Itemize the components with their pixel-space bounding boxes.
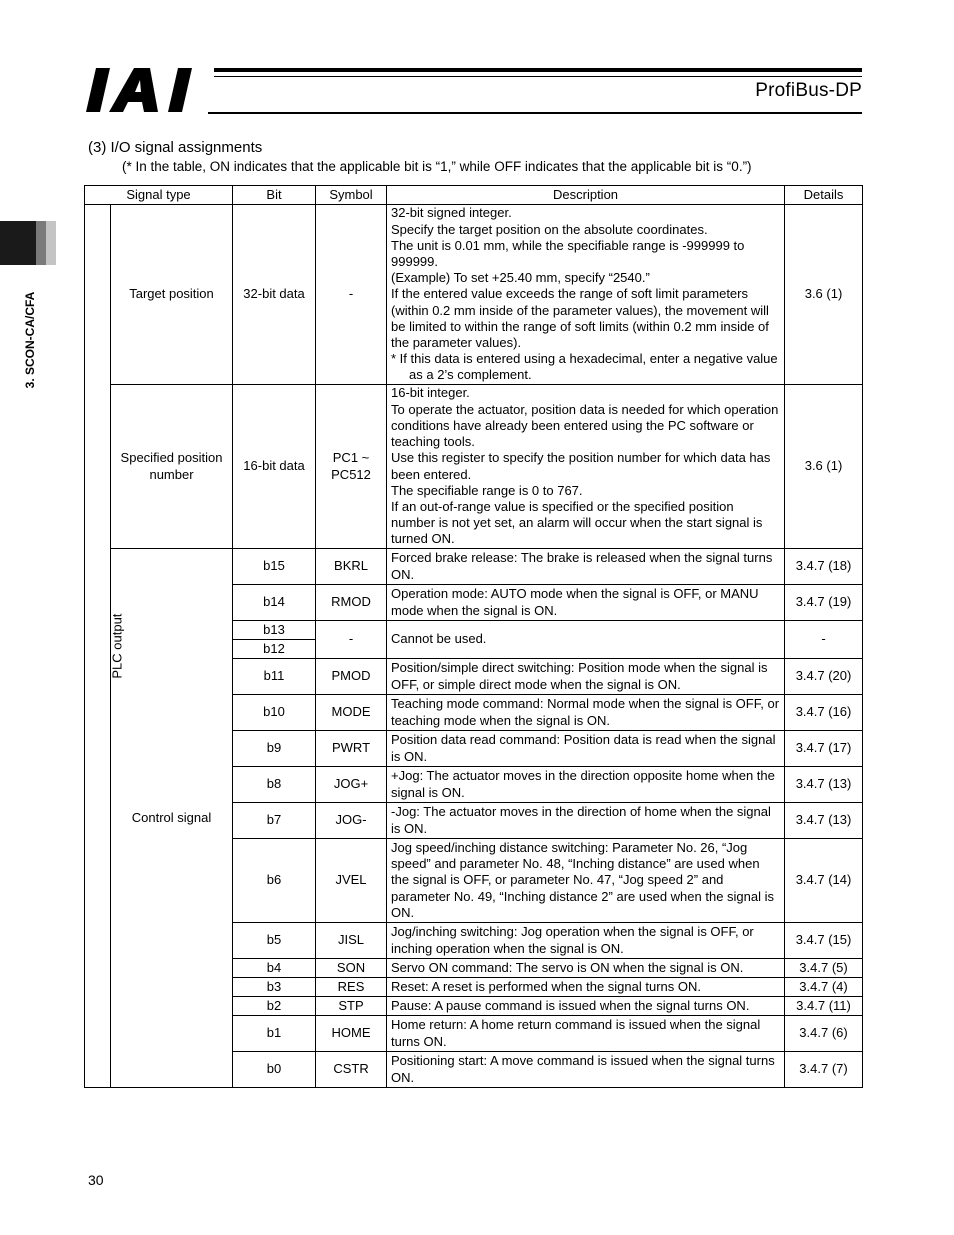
details-cell: 3.4.7 (18) xyxy=(785,549,863,585)
bit-cell: b2 xyxy=(233,997,316,1016)
table-header-row xyxy=(85,186,863,205)
header-description: Description xyxy=(387,186,785,205)
description-cell xyxy=(387,205,785,385)
signal-type-cell: Specified position number xyxy=(111,385,233,549)
plc-output-cell xyxy=(85,205,125,1088)
description-line: Specify the target position on the absolute coordinates. xyxy=(391,221,708,237)
description-cell: Pause: A pause command is issued when the signal turns ON. xyxy=(387,997,785,1016)
bit-cell: b14 xyxy=(233,585,316,621)
details-cell: 3.6 (1) xyxy=(785,385,863,549)
bit-cell: b13 xyxy=(233,621,316,640)
description-cell: Servo ON command: The servo is ON when the signal is ON. xyxy=(387,959,785,978)
bit-cell: b8 xyxy=(233,767,316,803)
description-cell: Position/simple direct switching: Position mode when the signal is OFF, or simple direct mode when the signal is ON. xyxy=(387,659,785,695)
chapter-label: 3. SCON-CA/CFA xyxy=(23,291,37,389)
description-note: * If this data is entered using a hexadecimal, enter a negative value as a 2’s complement. xyxy=(391,351,778,383)
header-rule-thin xyxy=(214,76,862,77)
details-cell: 3.6 (1) xyxy=(785,205,863,385)
details-cell: 3.4.7 (19) xyxy=(785,585,863,621)
details-cell: 3.4.7 (17) xyxy=(785,731,863,767)
details-cell: 3.4.7 (5) xyxy=(785,959,863,978)
details-cell: 3.4.7 (7) xyxy=(785,1052,863,1088)
iai-logo xyxy=(86,66,206,114)
bit-cell: b15 xyxy=(233,549,316,585)
description-line: The unit is 0.01 mm, while the specifiable range is -999999 to 999999. xyxy=(391,237,745,269)
description-cell: Jog/inching switching: Jog operation when the signal is OFF, or inching operation when the signal is ON. xyxy=(387,923,785,959)
bit-cell: b0 xyxy=(233,1052,316,1088)
description-line: (Example) To set +25.40 mm, specify “2540.” xyxy=(391,270,650,286)
symbol-cell: JOG- xyxy=(316,803,387,839)
symbol-cell: STP xyxy=(316,997,387,1016)
description-cell: +Jog: The actuator moves in the direction opposite home when the signal is ON. xyxy=(387,767,785,803)
page-number: 30 xyxy=(88,1172,104,1188)
description-cell: Reset: A reset is performed when the signal turns ON. xyxy=(387,978,785,997)
bit-cell: b11 xyxy=(233,659,316,695)
symbol-cell: PWRT xyxy=(316,731,387,767)
bit-cell: b10 xyxy=(233,695,316,731)
symbol-cell: PMOD xyxy=(316,659,387,695)
bit-cell: b1 xyxy=(233,1016,316,1052)
bit-cell: 32-bit data xyxy=(233,205,316,385)
symbol-cell: RES xyxy=(316,978,387,997)
table-row xyxy=(85,205,863,385)
description-line: To operate the actuator, position data is needed for which operation conditions have already been entered using the PC software or teaching tools. xyxy=(391,401,779,450)
description-line: Use this register to specify the position number for which data has been entered. xyxy=(391,450,771,482)
bit-cell: b3 xyxy=(233,978,316,997)
symbol-cell: BKRL xyxy=(316,549,387,585)
details-cell: 3.4.7 (14) xyxy=(785,839,863,923)
description-line: If the entered value exceeds the range of soft limit parameters (within 0.2 mm inside of the parameter values), the movement will be limited to within the range of soft limits (within 0.2 mm inside of the parameter values). xyxy=(391,286,769,350)
details-cell: 3.4.7 (15) xyxy=(785,923,863,959)
symbol-cell: - xyxy=(316,205,387,385)
symbol-cell: JVEL xyxy=(316,839,387,923)
section-note: (* In the table, ON indicates that the applicable bit is “1,” while OFF indicates that the applicable bit is “0.”) xyxy=(122,159,752,174)
section-title: (3) I/O signal assignments xyxy=(88,139,263,156)
plc-output-label: PLC output xyxy=(109,613,125,679)
signal-type-cell: Target position xyxy=(111,205,233,385)
details-cell: 3.4.7 (4) xyxy=(785,978,863,997)
symbol-cell: JISL xyxy=(316,923,387,959)
symbol-cell: HOME xyxy=(316,1016,387,1052)
header-signal-type: Signal type xyxy=(85,186,233,205)
description-cell: Home return: A home return command is issued when the signal turns ON. xyxy=(387,1016,785,1052)
table-row xyxy=(85,385,863,549)
symbol-cell: RMOD xyxy=(316,585,387,621)
details-cell: 3.4.7 (6) xyxy=(785,1016,863,1052)
header-bit: Bit xyxy=(233,186,316,205)
bit-cell: b6 xyxy=(233,839,316,923)
io-signal-table xyxy=(84,185,863,1088)
details-cell: 3.4.7 (13) xyxy=(785,767,863,803)
description-cell xyxy=(387,385,785,549)
bit-cell: b9 xyxy=(233,731,316,767)
description-cell: Position data read command: Position data is read when the signal is ON. xyxy=(387,731,785,767)
bit-cell: b7 xyxy=(233,803,316,839)
bit-cell: b5 xyxy=(233,923,316,959)
details-cell: 3.4.7 (11) xyxy=(785,997,863,1016)
description-line: 16-bit integer. xyxy=(391,385,470,401)
header-rule-bottom xyxy=(208,112,862,114)
chapter-tab xyxy=(0,221,56,265)
header-rule-top xyxy=(214,68,862,72)
description-cell: -Jog: The actuator moves in the direction of home when the signal is ON. xyxy=(387,803,785,839)
symbol-cell: PC1 ~ PC512 xyxy=(316,385,387,549)
table-row xyxy=(85,549,863,585)
details-cell: 3.4.7 (20) xyxy=(785,659,863,695)
symbol-cell: - xyxy=(316,621,387,659)
product-name: ProfiBus-DP xyxy=(755,80,862,101)
description-cell: Forced brake release: The brake is released when the signal turns ON. xyxy=(387,549,785,585)
description-cell: Cannot be used. xyxy=(387,621,785,659)
bit-cell: b4 xyxy=(233,959,316,978)
bit-cell: 16-bit data xyxy=(233,385,316,549)
header-symbol: Symbol xyxy=(316,186,387,205)
description-cell: Teaching mode command: Normal mode when the signal is OFF, or teaching mode when the signal is ON. xyxy=(387,695,785,731)
description-cell: Operation mode: AUTO mode when the signal is OFF, or MANU mode when the signal is ON. xyxy=(387,585,785,621)
description-line: The specifiable range is 0 to 767. xyxy=(391,482,583,498)
details-cell: - xyxy=(785,621,863,659)
symbol-cell: SON xyxy=(316,959,387,978)
description-cell: Positioning start: A move command is issued when the signal turns ON. xyxy=(387,1052,785,1088)
details-cell: 3.4.7 (13) xyxy=(785,803,863,839)
symbol-cell: JOG+ xyxy=(316,767,387,803)
description-line: If an out-of-range value is specified or the specified position number is not yet set, an alarm will occur when the start signal is turned ON. xyxy=(391,498,763,547)
bit-cell: b12 xyxy=(233,640,316,659)
details-cell: 3.4.7 (16) xyxy=(785,695,863,731)
description-cell: Jog speed/inching distance switching: Parameter No. 26, “Jog speed” and parameter No. 48, “Inching distance” are used when the signal is OFF, or parameter No. 47, “Jog speed 2” and parameter No. 49, “Inching distance 2” are used when the signal is ON. xyxy=(387,839,785,923)
symbol-cell: MODE xyxy=(316,695,387,731)
header-details: Details xyxy=(785,186,863,205)
symbol-cell: CSTR xyxy=(316,1052,387,1088)
signal-type-cell: Control signal xyxy=(111,549,233,1088)
description-line: 32-bit signed integer. xyxy=(391,205,512,221)
